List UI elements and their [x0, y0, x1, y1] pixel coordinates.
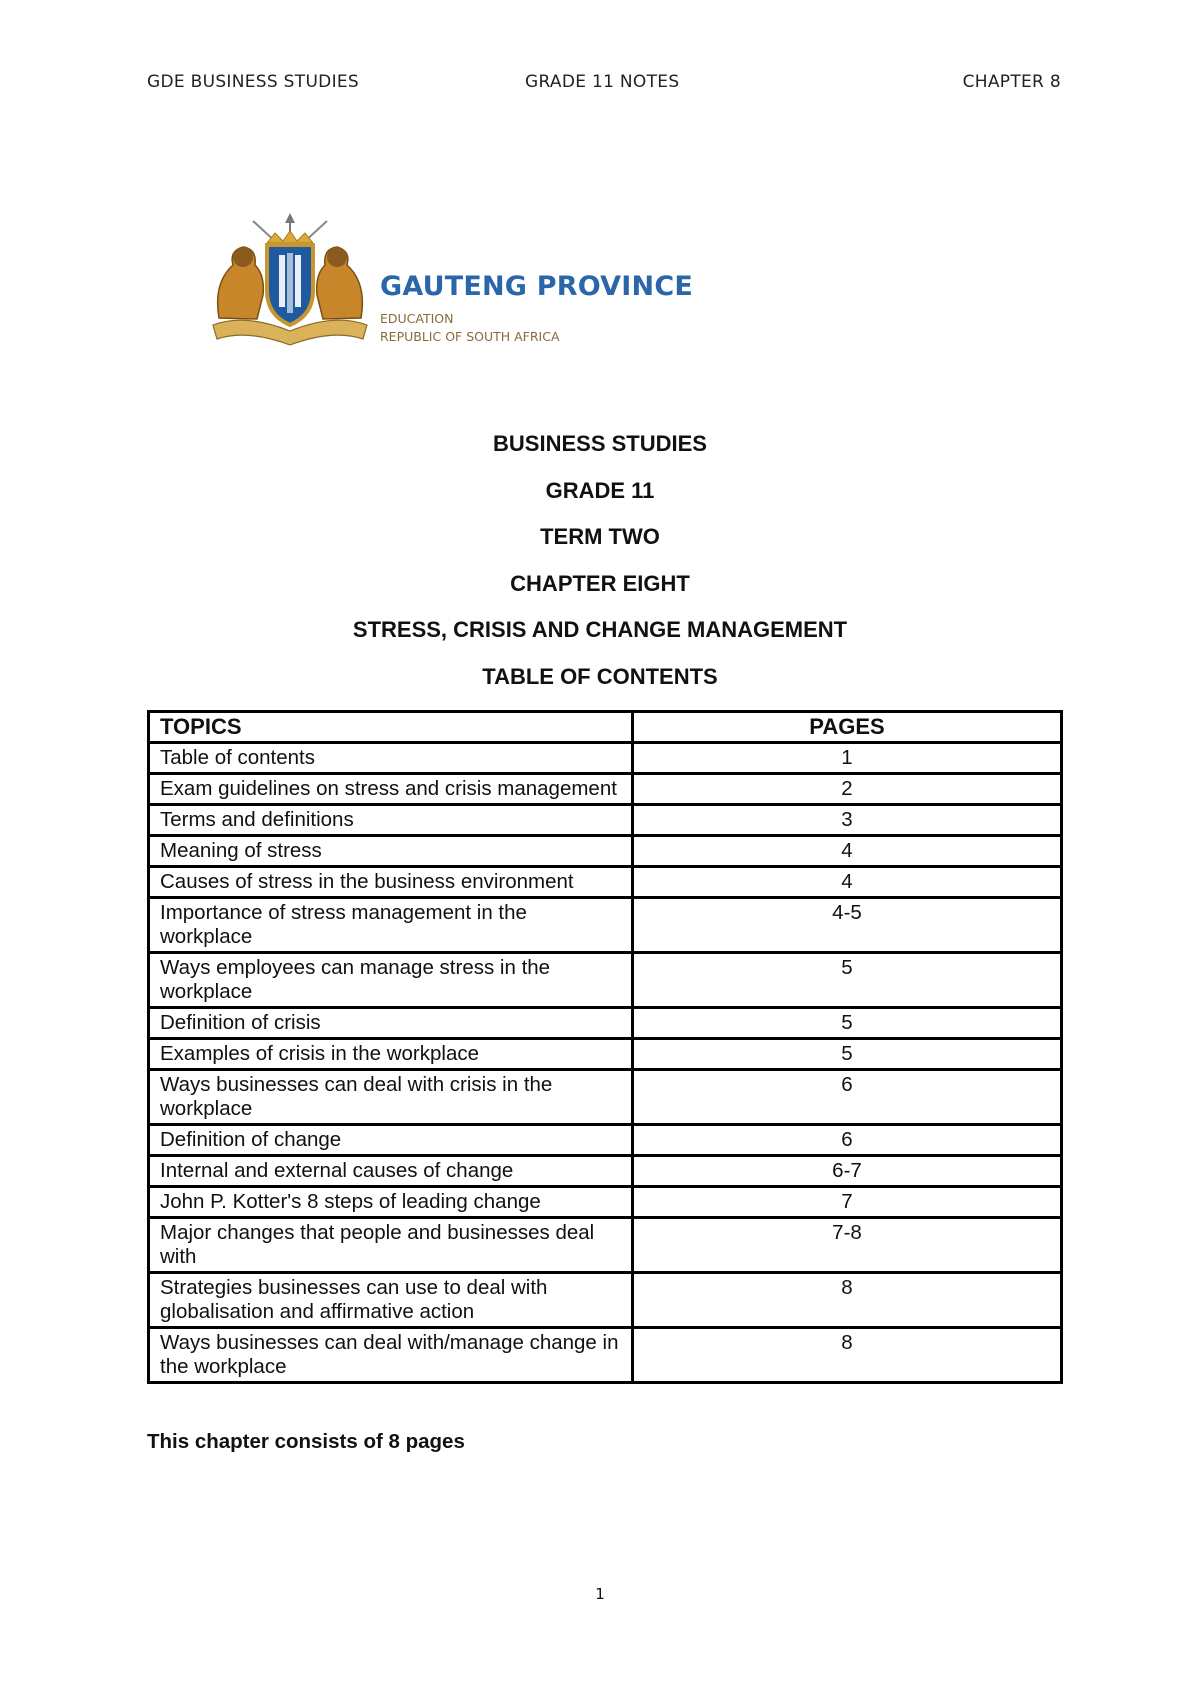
topic-cell: Definition of crisis	[149, 1008, 633, 1039]
topic-cell: Major changes that people and businesses deal with	[149, 1218, 633, 1273]
page-cell: 5	[633, 1008, 1062, 1039]
logo-subtitle-education: EDUCATION	[380, 311, 454, 326]
table-row	[149, 1039, 1062, 1070]
topic-cell: Importance of stress management in the workplace	[149, 898, 633, 953]
header-left: GDE BUSINESS STUDIES	[147, 72, 360, 92]
chapter-page-count-note: This chapter consists of 8 pages	[147, 1430, 465, 1453]
table-row	[149, 867, 1062, 898]
page-cell: 6-7	[633, 1156, 1062, 1187]
topic-cell: Exam guidelines on stress and crisis management	[149, 774, 633, 805]
table-row	[149, 743, 1062, 774]
page-cell: 6	[633, 1070, 1062, 1125]
coat-of-arms-icon	[205, 213, 375, 353]
table-row	[149, 1273, 1062, 1328]
topic-title: STRESS, CRISIS AND CHANGE MANAGEMENT	[352, 617, 848, 642]
topic-cell: Ways employees can manage stress in the workplace	[149, 953, 633, 1008]
pages-header: PAGES	[633, 712, 1062, 743]
table-body	[149, 743, 1062, 1383]
table-row	[149, 1008, 1062, 1039]
table-header-row	[149, 712, 1062, 743]
topic-cell: Internal and external causes of change	[149, 1156, 633, 1187]
chapter-title: CHAPTER EIGHT	[510, 570, 690, 596]
logo-title: GAUTENG PROVINCE	[380, 271, 693, 302]
table-row	[149, 1156, 1062, 1187]
header-center: GRADE 11 NOTES	[525, 72, 680, 92]
page-cell: 4	[633, 867, 1062, 898]
topics-header: TOPICS	[149, 712, 633, 743]
page-number: 1	[595, 1585, 605, 1603]
page-cell: 4	[633, 836, 1062, 867]
toc-title: TABLE OF CONTENTS	[482, 663, 718, 689]
page-cell: 2	[633, 774, 1062, 805]
term-title: TERM TWO	[540, 524, 660, 549]
page-header	[147, 72, 1061, 100]
table-row	[149, 1125, 1062, 1156]
page-cell: 1	[633, 743, 1062, 774]
page-cell: 8	[633, 1273, 1062, 1328]
table-row	[149, 805, 1062, 836]
page-cell: 7-8	[633, 1218, 1062, 1273]
header-right: CHAPTER 8	[962, 72, 1061, 92]
table-row	[149, 1070, 1062, 1125]
topic-cell: Examples of crisis in the workplace	[149, 1039, 633, 1070]
topic-cell: Causes of stress in the business environment	[149, 867, 633, 898]
page-cell: 8	[633, 1328, 1062, 1383]
topic-cell: John P. Kotter's 8 steps of leading change	[149, 1187, 633, 1218]
page-cell: 4-5	[633, 898, 1062, 953]
gauteng-logo	[205, 213, 693, 353]
grade-title: GRADE 11	[545, 477, 655, 503]
topic-cell: Table of contents	[149, 743, 633, 774]
page-cell: 6	[633, 1125, 1062, 1156]
table-row	[149, 836, 1062, 867]
topic-cell: Terms and definitions	[149, 805, 633, 836]
subject-title: BUSINESS STUDIES	[493, 431, 707, 456]
topic-cell: Ways businesses can deal with/manage change in the workplace	[149, 1328, 633, 1383]
table-row	[149, 774, 1062, 805]
table-row	[149, 1187, 1062, 1218]
logo-subtitle-country: REPUBLIC OF SOUTH AFRICA	[380, 329, 560, 344]
topic-cell: Ways businesses can deal with crisis in the workplace	[149, 1070, 633, 1125]
table-row	[149, 898, 1062, 953]
table-row	[149, 1218, 1062, 1273]
page-cell: 5	[633, 953, 1062, 1008]
topic-cell: Strategies businesses can use to deal with globalisation and affirmative action	[149, 1273, 633, 1328]
topic-cell: Meaning of stress	[149, 836, 633, 867]
page-cell: 3	[633, 805, 1062, 836]
table-row	[149, 1328, 1062, 1383]
page-cell: 5	[633, 1039, 1062, 1070]
table-row	[149, 953, 1062, 1008]
page-cell: 7	[633, 1187, 1062, 1218]
document-titles	[0, 430, 1200, 709]
topic-cell: Definition of change	[149, 1125, 633, 1156]
table-of-contents	[147, 710, 1063, 1384]
